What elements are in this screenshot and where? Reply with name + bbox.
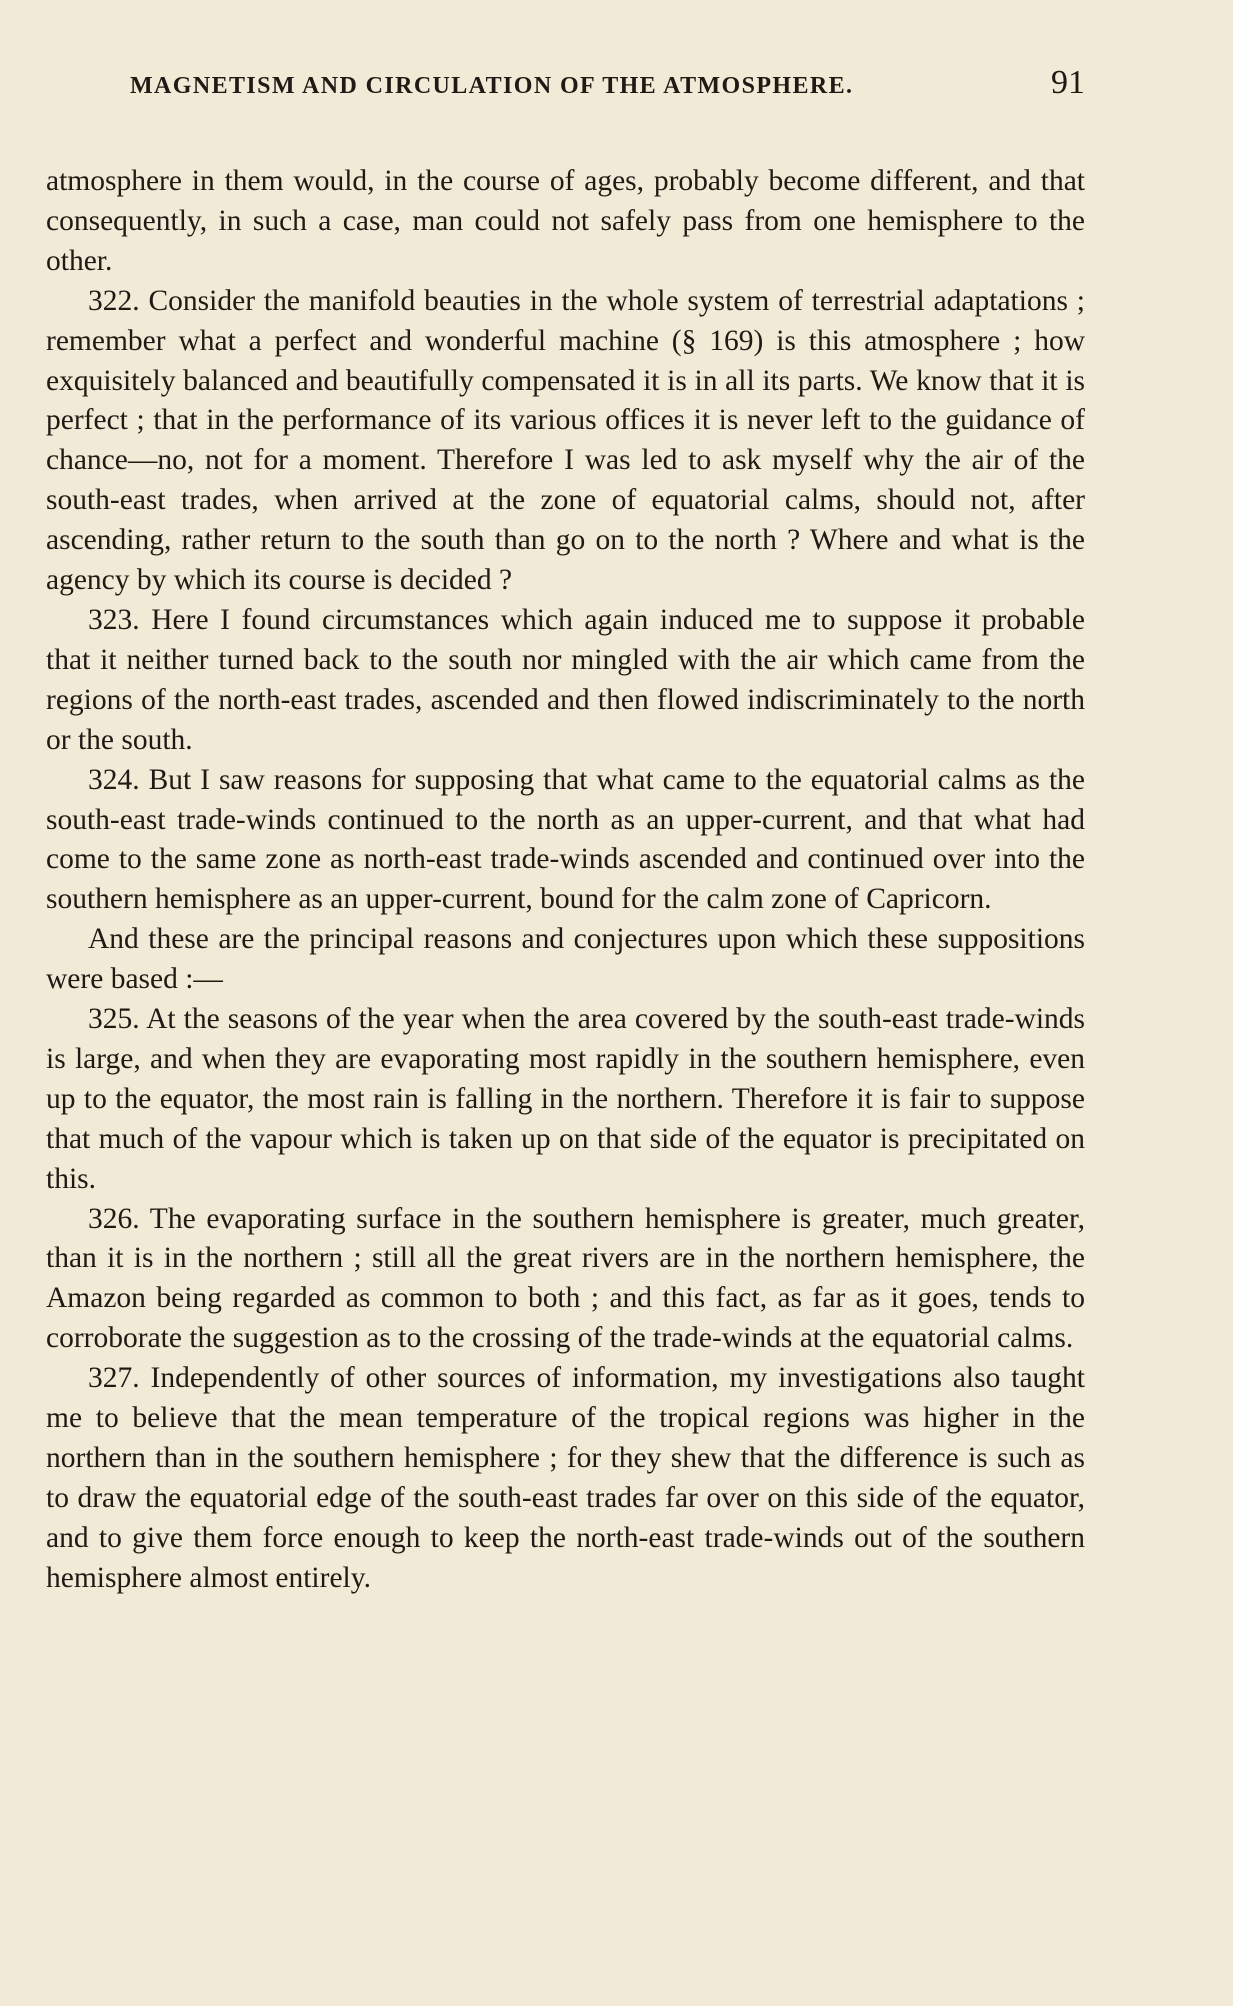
running-head (46, 64, 1085, 122)
paragraph-text: The evaporating surface in the southern hemisphere is greater, much greater, than it is in the northern ; still all the great rivers are in the northern hemisphere, the Amazon being regarded as common to both ; and this fact, as far as it goes, tends to corroborate the suggestion as to the crossing of the trade-winds at the equatorial calms. (46, 1202, 1085, 1355)
paragraph-text: atmosphere in them would, in the course of ages, probably become different, and that consequently, in such a case, man could not safely pass from one hemisphere to the other. (46, 165, 1085, 277)
paragraph-322 (46, 282, 1085, 601)
paragraph-reasons-intro (46, 920, 1085, 1000)
paragraph-number: 326. (88, 1202, 140, 1235)
paragraph-number: 325. (88, 1003, 140, 1036)
paragraph-text: Independently of other sources of information, my investigations also taught me to believe that the mean temperature of the tropical regions was higher in the northern than in the southern hemisphere ; for they shew that the difference is such as to draw the equatorial edge of the south-east trades far over on this side of the equator, and to give them force enough to keep the north-east trade-winds out of the southern hemisphere almost entirely. (46, 1362, 1085, 1594)
paragraph-324 (46, 761, 1085, 921)
paragraph-text: At the seasons of the year when the area covered by the south-east trade-winds is large, and when they are evaporating most rapidly in the southern hemisphere, even up to the equator, the most rain is falling in the northern. Therefore it is fair to suppose that much of the vapour which is taken up on that side of the equator is precipitated on this. (46, 1003, 1086, 1195)
body-text (46, 162, 1085, 1599)
paragraph-327 (46, 1359, 1085, 1598)
paragraph-326 (46, 1200, 1085, 1360)
paragraph-text: And these are the principal reasons and conjectures upon which these suppositions were based :— (46, 923, 1085, 996)
paragraph-text: But I saw reasons for supposing that what came to the equatorial calms as the south-east trade-winds continued to the north as an upper-current, and that what had come to the same zone as north-east trade-winds ascended and continued over into the southern hemisphere as an upper-current, bound for the calm zone of Capricorn. (46, 763, 1086, 916)
paragraph-text: Consider the manifold beauties in the whole system of terrestrial adaptations ; remember what a perfect and wonderful machine (§ 169) is this atmosphere ; how exquisitely balanced and beautifully compensated it is in all its parts. We know that it is perfect ; that in the performance of its various offices it is never left to the guidance of chance—no, not for a moment. Therefore I was led to ask myself why the air of the south-east trades, when arrived at the zone of equatorial calms, should not, after ascending, rather return to the south than go on to the north ? Where and what is the agency by which its course is decided ? (46, 284, 1085, 597)
paragraph-number: 323. (88, 603, 140, 636)
paragraph-continuation (46, 162, 1085, 282)
paragraph-number: 324. (88, 763, 140, 796)
paragraph-number: 327. (88, 1362, 140, 1395)
paragraph-text: Here I found circumstances which again induced me to suppose it probable that it neither turned back to the south nor mingled with the air which came from the regions of the north-east trades, ascended and then flowed indiscriminately to the north or the south. (46, 603, 1085, 756)
paragraph-323 (46, 601, 1085, 761)
paragraph-325 (46, 1000, 1085, 1200)
running-title: MAGNETISM AND CIRCULATION OF THE ATMOSPHERE. (130, 73, 854, 99)
paragraph-number: 322. (88, 284, 140, 317)
page-number: 91 (1051, 64, 1085, 101)
